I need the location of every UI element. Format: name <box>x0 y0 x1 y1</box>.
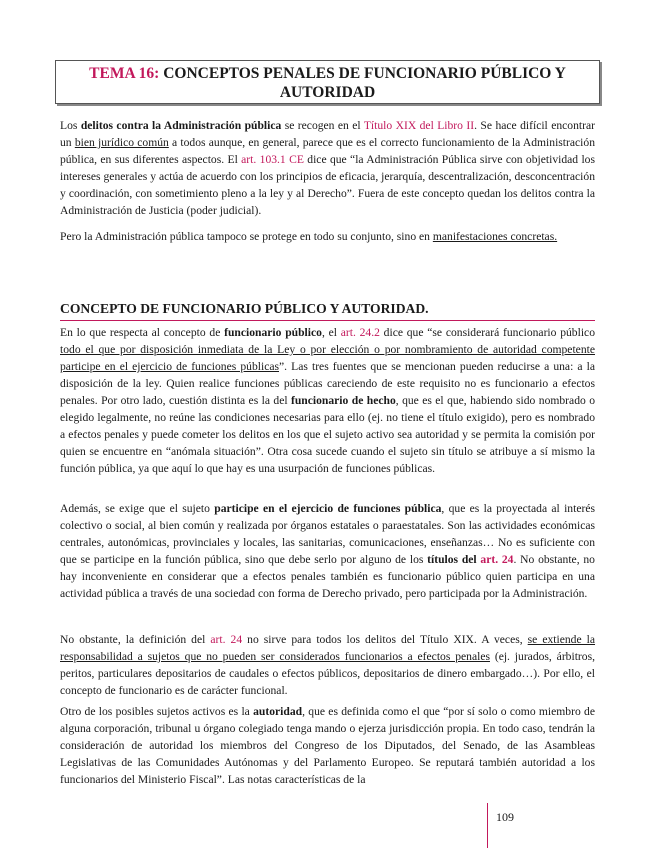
text-run: Título XIX del Libro II <box>363 119 475 132</box>
text-run: art. 24 <box>210 633 243 646</box>
section-paragraph-2 <box>60 500 595 602</box>
chapter-number: TEMA 16: <box>89 65 160 82</box>
text-run: . Se hace difícil encontrar un <box>60 119 595 149</box>
text-run: (ej. jurados, árbitros, peritos, particulares depositarios de caudales o efectos públicos, depositarios de dinero embargado…). Por ello, el concepto de funcionario es de carácter funcional. <box>60 650 595 697</box>
section-heading: CONCEPTO DE FUNCIONARIO PÚBLICO Y AUTORIDAD. <box>60 301 595 321</box>
text-run: , el <box>321 326 341 339</box>
section-paragraph-1 <box>60 324 595 477</box>
chapter-title-box <box>55 60 600 104</box>
text-run: Los <box>60 119 81 132</box>
section-paragraph-3 <box>60 631 595 699</box>
text-run: Pero la Administración pública tampoco se protege en todo su conjunto, sino en <box>60 230 433 243</box>
text-run: todo el que por disposición inmediata de la Ley o por elección o por nombramiento de autoridad competente participe en el ejercicio de funciones públicas <box>60 343 595 373</box>
text-run: En lo que respecta al concepto de <box>60 326 225 339</box>
text-run: , que es el que, habiendo sido nombrado o elegido legalmente, no reúne las condiciones necesarias para ello (ej. no tiene el título exigido), pero es nombrado a efectos penales y puede cometer los delitos en los que el sujeto activo sea autoridad y se permita la comisión por quien se encuentre en “anómala situación”. Otra cosa sucede cuando el sujeto sin título se atribuye a sí mismo la función pública, ya que aquí lo que hay es una usurpación de funciones públicas. <box>60 394 595 475</box>
text-run: manifestaciones concretas. <box>432 230 558 243</box>
section-paragraph-4 <box>60 703 595 788</box>
text-run: bien jurídico común <box>74 136 169 149</box>
page-number-divider <box>487 803 488 848</box>
text-run: , que es definida como el que “por sí solo o como miembro de alguna corporación, tribunal u órgano colegiado tenga mando o ejerza jurisdicción propia. En todo caso, tendrán la consideración de autoridad los miembros del Congreso de los Diputados, del Senado, de las Asambleas Legislativas de las Comunidades Autónomas y del Parlamento Europeo. Se reputará también autoridad a los funcionarios del Ministerio Fiscal”. Las notas características de la <box>60 705 595 786</box>
text-run: . No obstante, no hay inconveniente en considerar que a efectos penales también es funcionario público quien participa en una actividad pública a través de una sociedad con forma de Derecho privado, pero participada por la Administración. <box>60 553 595 600</box>
text-run: autoridad <box>253 705 303 718</box>
text-run: art. 24 <box>480 553 514 566</box>
intro-paragraph-2 <box>60 228 595 245</box>
text-run: Otro de los posibles sujetos activos es la <box>60 705 254 718</box>
chapter-title: CONCEPTOS PENALES DE FUNCIONARIO PÚBLICO Y AUTORIDAD <box>159 65 566 101</box>
text-run: funcionario público <box>224 326 322 339</box>
page-number: 109 <box>496 810 514 824</box>
text-run: se recogen en el <box>281 119 364 132</box>
text-run: art. 24.2 <box>340 326 380 339</box>
text-run: funcionario de hecho <box>291 394 396 407</box>
text-run: participe en el ejercicio de funciones pública <box>214 502 442 515</box>
text-run: a todos aunque, en general, parece que es el correcto funcionamiento de la Administración pública, en sus diferentes aspectos. El <box>60 136 595 166</box>
text-run: No obstante, la definición del <box>60 633 211 646</box>
text-run: art. 103.1 CE <box>241 153 304 166</box>
text-run: Además, se exige que el sujeto <box>60 502 215 515</box>
text-run: ”. Las tres fuentes que se mencionan pueden reducirse a una: a la disposición de la ley. Quien realice funciones públicas careciendo de este requisito no es funcionario a efectos penales. Por otro lado, cuestión distinta es la del <box>60 360 595 407</box>
text-run: , que es la proyectada al interés colectivo o social, al bien común y realizada por órganos estatales o paraestatales. Son las actividades económicas centrales, autonómicas, provinciales y locales, las sanitarias, comunicaciones, enseñanzas… No es suficiente con que se participe en la función pública, sino que debe serlo por alguno de los <box>60 502 595 566</box>
text-run: títulos del <box>427 553 481 566</box>
text-run: dice que “la Administración Pública sirve con objetividad los intereses generales y actúa de acuerdo con los principios de eficacia, jerarquía, descentralización, desconcentración y coordinación, con sometimiento pleno a la ley y al Derecho”. Fuera de este concepto quedan los delitos contra la Administración de Justicia (poder judicial). <box>60 153 595 217</box>
text-run: no sirve para todos los delitos del Título XIX. A veces, <box>242 633 528 646</box>
text-run: se extiende la responsabilidad a sujetos que no pueden ser considerados funcionarios a efectos penales <box>60 633 596 663</box>
text-run: dice que “se considerará funcionario público <box>379 326 595 339</box>
intro-paragraph-1 <box>60 117 595 219</box>
text-run: delitos contra la Administración pública <box>80 119 282 132</box>
